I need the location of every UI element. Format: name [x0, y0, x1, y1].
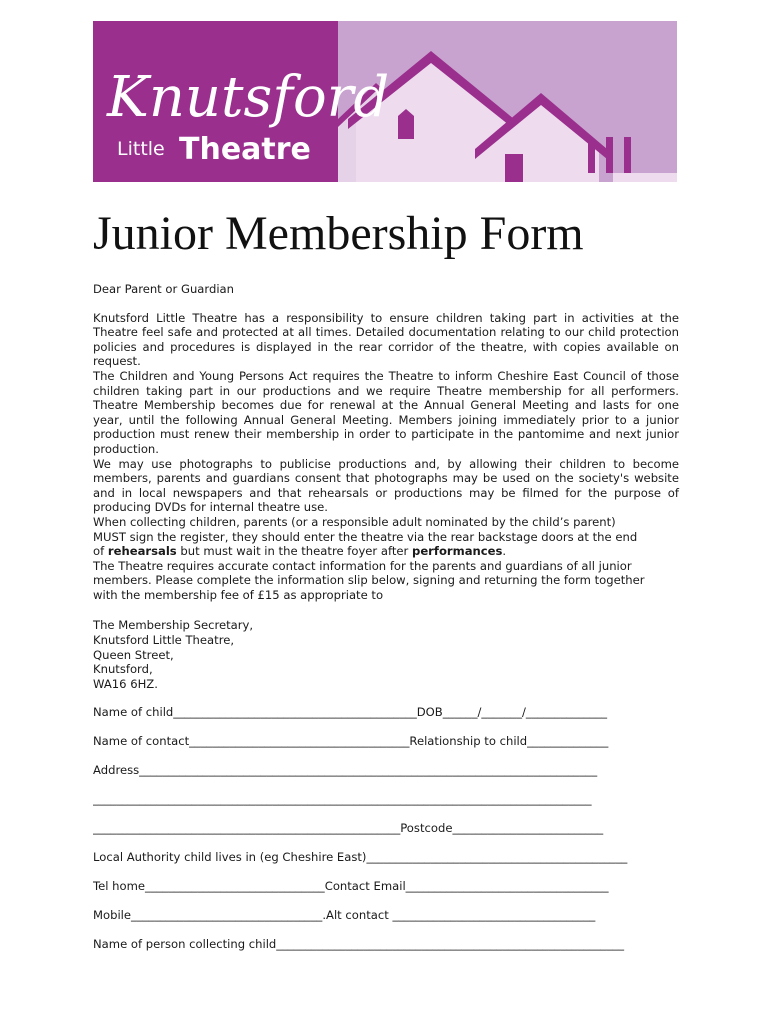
collecting-line-3-end: . — [502, 544, 507, 559]
greeting: Dear Parent or Guardian — [93, 282, 234, 296]
address-line: Knutsford Little Theatre, — [93, 633, 235, 648]
paragraph-contact-info — [93, 559, 679, 603]
address-line: Queen Street, — [93, 647, 174, 662]
field-mobile[interactable]: Mobile_________________________________.Alt contact ___________________________________ — [93, 908, 596, 922]
emphasis-performances: performances — [412, 544, 503, 559]
theatre-logo-banner — [93, 21, 677, 182]
field-address[interactable]: Address_______________________________________________________________________________ — [93, 763, 598, 777]
collecting-line-3-start: of — [93, 544, 108, 559]
address-line: The Membership Secretary, — [93, 618, 254, 633]
collecting-line-3-middle: but must wait in the theatre foyer after — [176, 544, 413, 559]
door-icon — [505, 154, 523, 182]
paragraph-photographs: We may use photographs to publicise productions and, by allowing their children to become members, parents and guardians consent that photographs may be used on the society's website and in local newspapers and that rehearsals or productions may be filmed for the purpose of producing DVDs for internal theatre use. — [93, 456, 679, 515]
logo-text-little: Little — [117, 138, 165, 160]
contact-line-1: The Theatre requires accurate contact information for the parents and guardians of all junior — [93, 558, 632, 573]
contact-line-2: members. Please complete the information slip below, signing and returning the form together — [93, 573, 645, 588]
logo-text-theatre: Theatre — [179, 132, 311, 167]
field-person-collecting[interactable]: Name of person collecting child____________________________________________________________ — [93, 937, 625, 951]
collecting-line-2: MUST sign the register, they should enter the theatre via the rear backstage doors at the end — [93, 529, 638, 544]
field-name-of-child[interactable]: Name of child__________________________________________DOB______/_______/______________ — [93, 705, 608, 719]
paragraph-collecting — [93, 515, 679, 559]
paragraph-safety: Knutsford Little Theatre has a responsibility to ensure children taking part in activities at the Theatre feel safe and protected at all times. Detailed documentation relating to our child protection policies and procedures is displayed in the rear corridor of the theatre, with copies available on request. — [93, 310, 679, 369]
field-local-authority[interactable]: Local Authority child lives in (eg Cheshire East)_____________________________________________ — [93, 850, 628, 864]
postal-address — [93, 618, 679, 691]
address-line: Knutsford, — [93, 662, 153, 677]
emphasis-rehearsals: rehearsals — [107, 544, 177, 559]
field-name-of-contact[interactable]: Name of contact______________________________________Relationship to child______________ — [93, 734, 609, 748]
collecting-line-1: When collecting children, parents (or a responsible adult nominated by the child’s parent) — [93, 514, 616, 529]
letter-body — [93, 282, 679, 691]
logo-text-knutsford: Knutsford — [107, 65, 390, 130]
field-address-line-2[interactable]: ______________________________________________________________________________________ — [93, 792, 592, 806]
field-tel-home[interactable]: Tel home_______________________________Contact Email___________________________________ — [93, 879, 609, 893]
field-postcode[interactable]: _____________________________________________________Postcode__________________________ — [93, 821, 604, 835]
page-title: Junior Membership Form — [93, 207, 584, 260]
information-slip — [93, 705, 679, 966]
address-line: WA16 6HZ. — [93, 676, 158, 691]
contact-line-3: with the membership fee of £15 as appropriate to — [93, 587, 384, 602]
paragraph-membership: The Children and Young Persons Act requires the Theatre to inform Cheshire East Council of those children taking part in our productions and we require Theatre membership for all performers. Theatre Membership becomes due for renewal at the Annual General Meeting and lasts for one year, until the following Annual General Meeting. Members joining immediately prior to a junior production must renew their membership in order to participate in the pantomime and next junior production. — [93, 368, 679, 456]
